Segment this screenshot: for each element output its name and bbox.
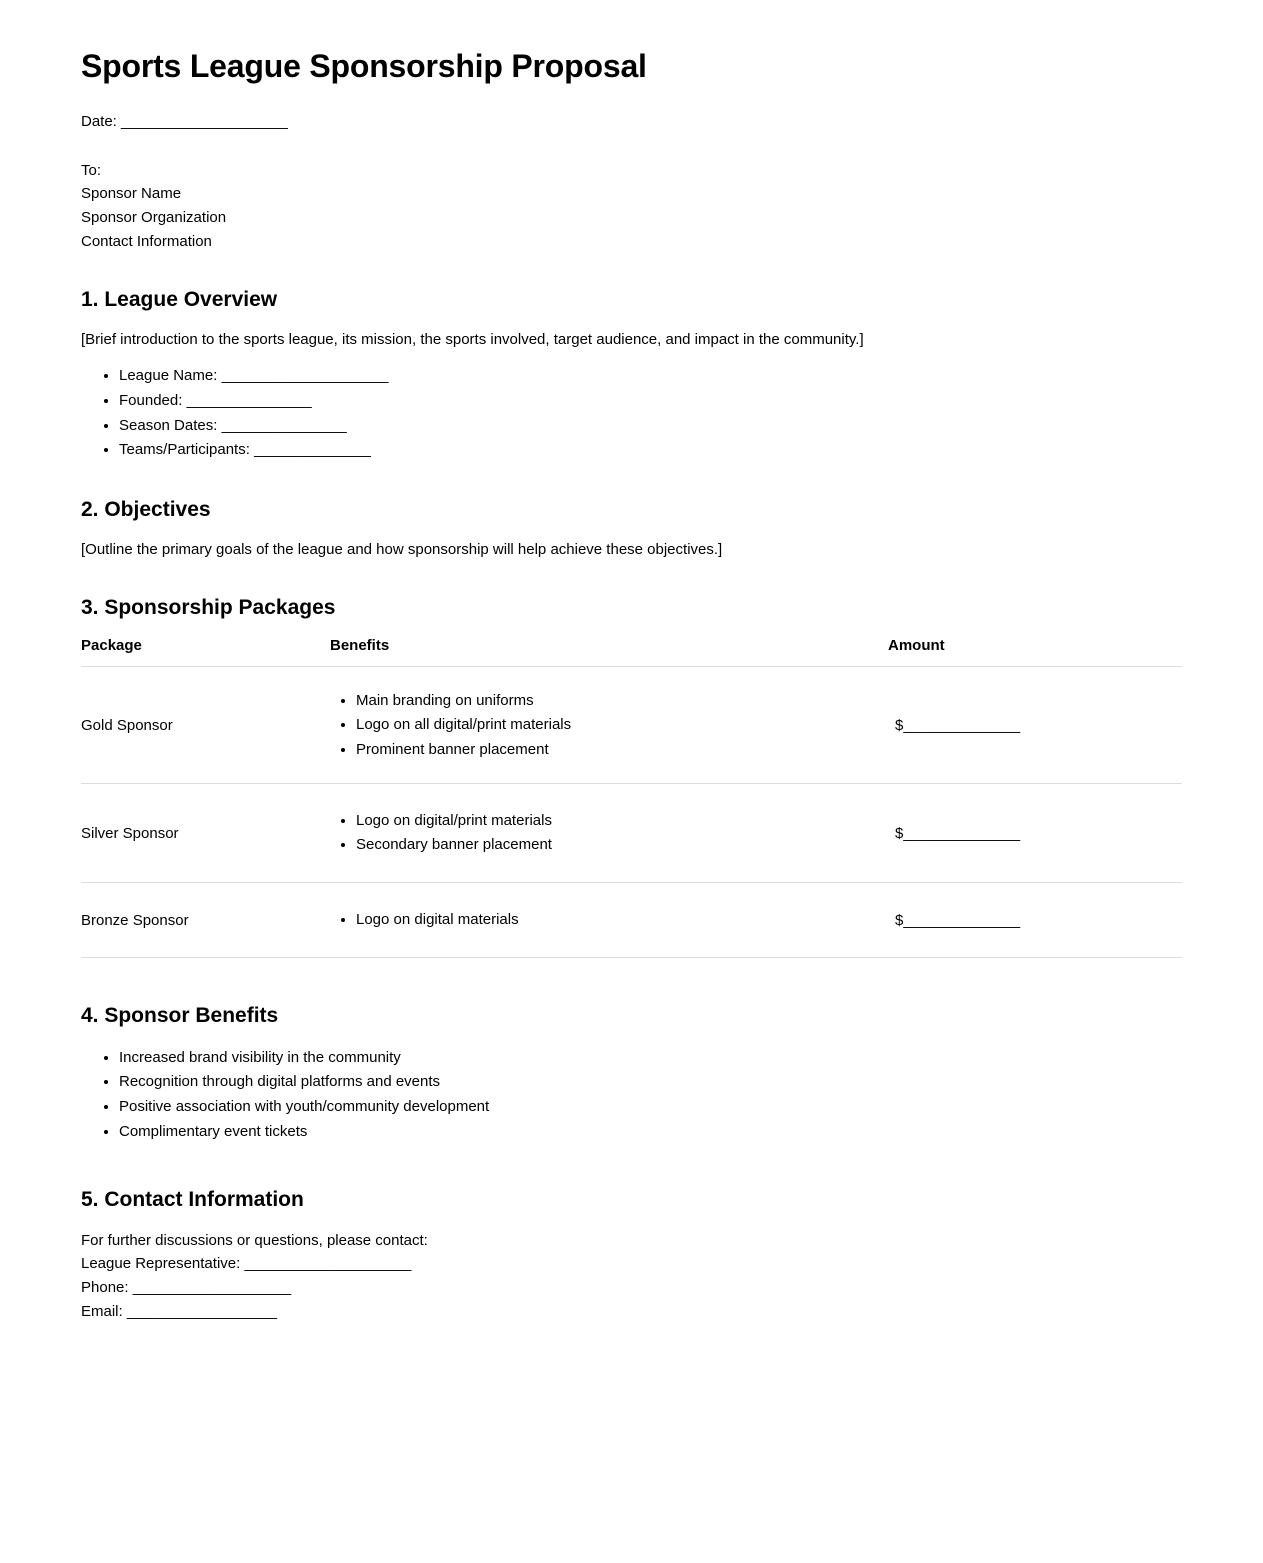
- package-name: Bronze Sponsor: [81, 883, 330, 958]
- field-blank: ____________________: [221, 367, 389, 385]
- package-amount: [888, 784, 1182, 883]
- table-row: [81, 784, 1182, 883]
- package-benefits: [330, 667, 888, 784]
- field-label: Phone:: [81, 1279, 129, 1297]
- amount-blank: ______________: [903, 824, 1021, 842]
- column-header-package: Package: [81, 637, 330, 667]
- contact-intro: For further discussions or questions, please contact:: [81, 1231, 428, 1249]
- list-item: • Complimentary event tickets: [119, 1120, 1182, 1145]
- list-item: • Increased brand visibility in the community: [119, 1046, 1182, 1071]
- heading-objectives: 2. Objectives: [81, 498, 211, 522]
- sponsor-benefits-list: [81, 1046, 1182, 1145]
- table-row: [81, 667, 1182, 784]
- field-blank: __________________: [126, 1302, 278, 1320]
- contact-field-email: [81, 1300, 1182, 1324]
- package-amount: [888, 883, 1182, 958]
- list-item: • Logo on digital materials: [356, 908, 888, 932]
- package-benefits: [330, 784, 888, 883]
- field-label: Teams/Participants:: [119, 441, 250, 459]
- sponsorship-packages-table: [81, 637, 1182, 958]
- field-label: League Name:: [119, 367, 218, 385]
- to-label: To:: [81, 161, 102, 179]
- list-item: • Logo on digital/print materials: [356, 809, 888, 833]
- list-item: • Recognition through digital platforms and events: [119, 1070, 1182, 1095]
- league-overview-fields: [81, 364, 1182, 463]
- amount-currency-symbol: $: [895, 824, 904, 842]
- field-label: League Representative:: [81, 1255, 241, 1273]
- objectives-intro: [Outline the primary goals of the league and how sponsorship will help achieve these objectives.]: [81, 541, 723, 559]
- package-benefits: [330, 883, 888, 958]
- recipient-contact-information: Contact Information: [81, 232, 212, 250]
- table-header-row: [81, 637, 1182, 667]
- package-amount: [888, 667, 1182, 784]
- column-header-amount: Amount: [888, 637, 1182, 667]
- list-item: • Logo on all digital/print materials: [356, 713, 888, 737]
- list-item: • Positive association with youth/community development: [119, 1095, 1182, 1120]
- list-item: • Secondary banner placement: [356, 833, 888, 857]
- list-item: [119, 389, 1182, 414]
- amount-blank: ______________: [903, 716, 1021, 734]
- league-overview-intro: [Brief introduction to the sports league, its mission, the sports involved, target audience, and impact in the community.]: [81, 331, 864, 349]
- field-label: Founded:: [119, 391, 183, 409]
- page-bottom-spacer: [81, 1323, 1182, 1563]
- list-item: [119, 414, 1182, 439]
- list-item: [119, 364, 1182, 389]
- package-name: Gold Sponsor: [81, 667, 330, 784]
- list-item: [119, 438, 1182, 463]
- table-row: [81, 883, 1182, 958]
- amount-currency-symbol: $: [895, 911, 904, 929]
- date-field: [81, 111, 1182, 133]
- contact-information-block: [81, 1229, 1182, 1324]
- contact-field-league-representative: [81, 1252, 1182, 1276]
- recipient-block: [81, 159, 1182, 254]
- heading-contact-information: 5. Contact Information: [81, 1187, 304, 1211]
- package-name: Silver Sponsor: [81, 784, 330, 883]
- heading-sponsorship-packages: 3. Sponsorship Packages: [81, 596, 336, 620]
- date-blank: ____________________: [121, 112, 288, 130]
- field-blank: ___________________: [132, 1279, 292, 1297]
- field-label: Season Dates:: [119, 416, 218, 434]
- recipient-sponsor-organization: Sponsor Organization: [81, 208, 227, 226]
- date-label: Date:: [81, 112, 117, 130]
- field-label: Email:: [81, 1302, 123, 1320]
- field-blank: ____________________: [244, 1255, 412, 1273]
- field-blank: _______________: [186, 391, 312, 409]
- amount-blank: ______________: [903, 911, 1021, 929]
- list-item: • Main branding on uniforms: [356, 689, 888, 713]
- amount-currency-symbol: $: [895, 716, 904, 734]
- contact-field-phone: [81, 1276, 1182, 1300]
- heading-league-overview: 1. League Overview: [81, 288, 278, 312]
- recipient-sponsor-name: Sponsor Name: [81, 185, 182, 203]
- field-blank: _______________: [221, 416, 347, 434]
- column-header-benefits: Benefits: [330, 637, 888, 667]
- field-blank: ______________: [254, 441, 371, 459]
- page-title: Sports League Sponsorship Proposal: [81, 48, 647, 84]
- list-item: • Prominent banner placement: [356, 738, 888, 762]
- heading-sponsor-benefits: 4. Sponsor Benefits: [81, 1004, 279, 1028]
